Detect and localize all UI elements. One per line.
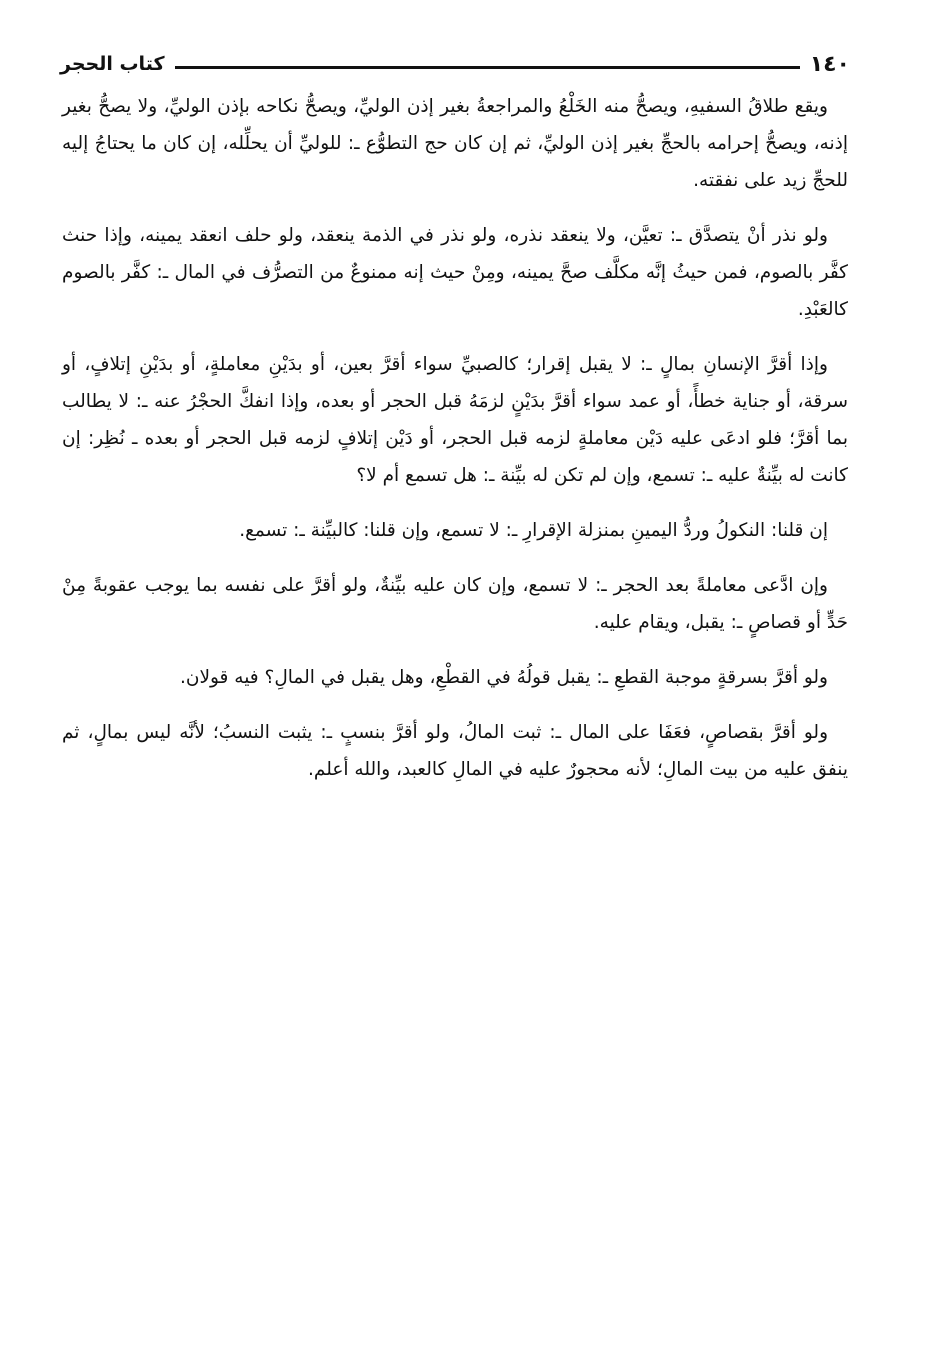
page-number: ١٤٠ [809,51,850,77]
paragraph-claim-after-interdiction: وإن ادَّعى معاملةً بعد الحجر ـ: لا تسمع، وإن كان عليه بيِّنةٌ، ولو أقرَّ على نفسه بما يوجب عقوبةً مِنْ حَدٍّ أو قصاصٍ ـ: يقبل، ويقام عليه. [62,575,848,633]
header-rule [175,66,800,69]
paragraph-admission-of-wealth: وإذا أقرَّ الإنسانِ بمالٍ ـ: لا يقبل إقرار؛ كالصبيِّ سواء أقرَّ بعين، أو بدَيْنِ معاملةٍ، أو بدَيْنِ إتلافٍ، أو سرقة، أو جناية خطأً، أو عمد سواء أقرَّ بدَيْنٍ لزمَهُ قبل الحجر أو بعده، وإذا انفكَّ الحجْرُ عنه ـ: لا يطالب بما أقرَّ؛ فلو ادعَى عليه دَيْن معاملةٍ لزمه قبل الحجر، أو دَيْن إتلافٍ لزمه قبل الحجر أو بعده ـ نُظِر: إن كانت له بيِّنةٌ عليه ـ: تسمع، وإن لم تكن له بيِّنة ـ: هل تسمع أم لا؟ [62,354,848,486]
running-title: كتاب الحجر [60,53,165,75]
paragraph-vow-oath: ولو نذر أنْ يتصدَّق ـ: تعيَّن، ولا ينعقد نذره، ولو نذر في الذمة ينعقد، ولو حلف انعقد يمينه، وإذا حنث كفَّر بالصوم، فمن حيثُ إنَّه مكلَّف صحَّ يمينه، ومِنْ حيث إنه ممنوعٌ من التصرُّف في المال ـ: كفَّر بالصوم كالعَبْدِ. [62,225,848,320]
paragraph-refusal-of-oath: إن قلنا: النكولُ وردُّ اليمينِ بمنزلة الإقرارِ ـ: لا تسمع، وإن قلنا: كالبيِّنة ـ: تسمع. [239,520,828,541]
paragraph-retaliation-and-lineage: ولو أقرَّ بقصاصٍ، فعَفَا على المال ـ: ثبت المالُ، ولو أقرَّ بنسبٍ ـ: يثبت النسبُ؛ لأنَّه ليس بمالٍ، ثم ينفق عليه من بيت المالِ؛ لأنه محجورٌ عليه في المالِ كالعبد، والله أعلم. [62,722,848,780]
paragraph-theft-admission: ولو أقرَّ بسرقةٍ موجبة القطعِ ـ: يقبل قولُهُ في القطْعِ، وهل يقبل في المالِ؟ فيه قولان. [179,667,828,688]
page-header [60,46,850,82]
body-text [62,88,848,806]
paragraph-safih-divorce: ويقع طلاقُ السفيهِ، ويصحُّ منه الخَلْعُ والمراجعةُ بغير إذن الوليِّ، ويصحُّ نكاحه بإذن الوليِّ، ولا يصحُّ بغير إذنه، ويصحُّ إحرامه بالحجِّ بغير إذن الوليِّ، ثم إن كان حج التطوُّع ـ: للوليِّ أن يحلِّله، إن كان ما يحتاجُ إليه للحجِّ زيد على نفقته. [62,96,848,191]
